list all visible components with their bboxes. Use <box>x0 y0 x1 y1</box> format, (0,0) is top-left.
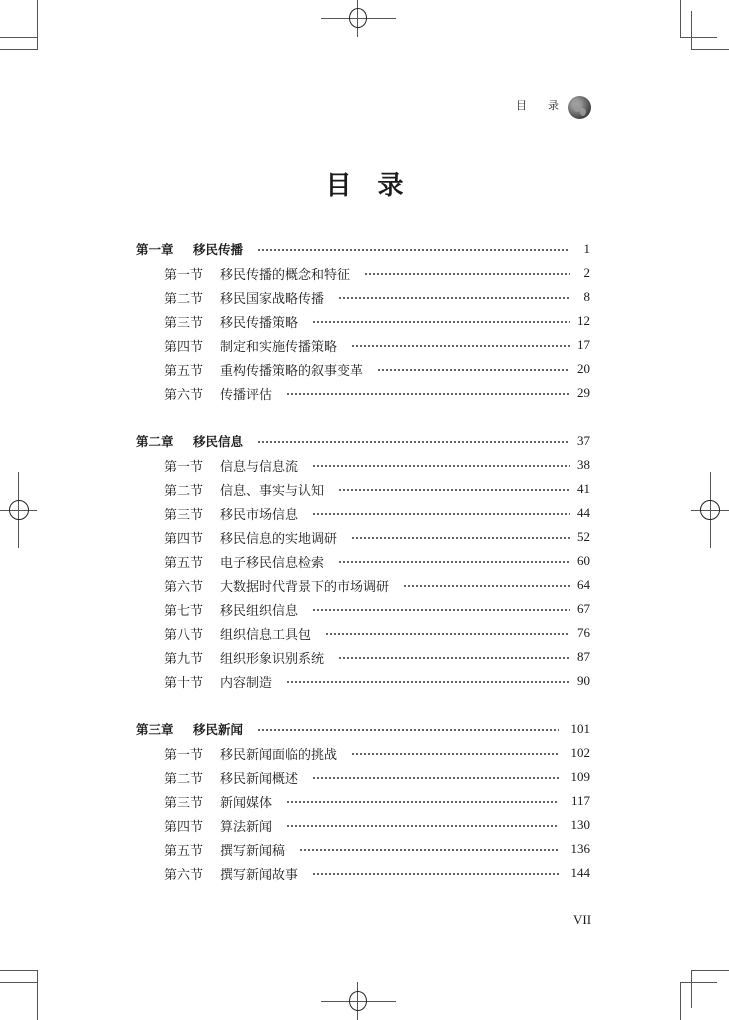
section-title: 重构传播策略的叙事变革 <box>220 363 364 379</box>
page-number: 20 <box>577 361 590 376</box>
toc-section[interactable] <box>164 334 590 356</box>
section-number: 第一节 <box>164 459 204 475</box>
page-number: 144 <box>570 865 590 880</box>
chapter-number: 第三章 <box>136 722 174 737</box>
toc-section[interactable] <box>164 646 590 668</box>
page-number: 29 <box>577 385 590 400</box>
leader-dots <box>377 369 570 371</box>
section-number: 第三节 <box>164 315 204 331</box>
leader-dots <box>338 561 570 563</box>
toc-section[interactable] <box>164 502 590 524</box>
section-title: 撰写新闻稿 <box>220 843 286 859</box>
leader-dots <box>286 825 558 827</box>
toc-section[interactable] <box>164 574 590 596</box>
page-number: 90 <box>577 673 590 688</box>
chapter-title: 移民信息 <box>193 434 244 449</box>
toc-section[interactable] <box>164 766 590 788</box>
toc-section[interactable] <box>164 790 590 812</box>
toc-section[interactable] <box>164 382 590 404</box>
leader-dots <box>299 849 558 851</box>
chapter-number: 第一章 <box>136 242 174 257</box>
toc-chapter-1[interactable] <box>136 238 590 260</box>
leader-dots <box>312 777 558 779</box>
running-head-char-1: 目 <box>516 99 527 112</box>
toc-section[interactable] <box>164 838 590 860</box>
section-number: 第五节 <box>164 363 204 379</box>
section-number: 第三节 <box>164 795 204 811</box>
section-title: 传播评估 <box>220 387 273 403</box>
section-number: 第五节 <box>164 555 204 571</box>
section-number: 第一节 <box>164 267 204 283</box>
toc-section[interactable] <box>164 742 590 764</box>
leader-dots <box>312 513 570 515</box>
section-number: 第二节 <box>164 771 204 787</box>
section-title: 移民信息的实地调研 <box>220 531 338 547</box>
section-title: 移民组织信息 <box>220 603 299 619</box>
section-title: 信息与信息流 <box>220 459 299 475</box>
toc-section[interactable] <box>164 358 590 380</box>
leader-dots <box>351 753 558 755</box>
toc-chapter-2[interactable] <box>136 430 590 452</box>
running-head-char-2: 录 <box>548 99 559 112</box>
leader-dots <box>364 273 570 275</box>
toc-section[interactable] <box>164 670 590 692</box>
toc-section[interactable] <box>164 454 590 476</box>
section-title: 制定和实施传播策略 <box>220 339 338 355</box>
page-number: 52 <box>577 529 590 544</box>
page-number: 41 <box>577 481 590 496</box>
section-number: 第二节 <box>164 291 204 307</box>
page-folio: VII <box>573 912 592 927</box>
page-number: 87 <box>577 649 590 664</box>
running-head <box>516 97 559 113</box>
toc-section[interactable] <box>164 814 590 836</box>
leader-dots <box>312 873 558 875</box>
section-title: 移民国家战略传播 <box>220 291 325 307</box>
section-number: 第十节 <box>164 675 204 691</box>
leader-dots <box>312 609 570 611</box>
section-number: 第三节 <box>164 507 204 523</box>
page-number: 12 <box>577 313 590 328</box>
section-title: 算法新闻 <box>220 819 273 835</box>
section-number: 第六节 <box>164 579 204 595</box>
toc-section[interactable] <box>164 478 590 500</box>
page-number: 76 <box>577 625 590 640</box>
page-number: 101 <box>570 721 590 736</box>
section-title: 组织形象识别系统 <box>220 651 325 667</box>
leader-dots <box>325 633 570 635</box>
page-number: 136 <box>570 841 590 856</box>
leader-dots <box>312 321 570 323</box>
page-number: 64 <box>577 577 590 592</box>
leader-dots <box>286 393 570 395</box>
toc-section[interactable] <box>164 262 590 284</box>
chapter-title: 移民传播 <box>193 242 244 257</box>
section-number: 第六节 <box>164 387 204 403</box>
section-number: 第一节 <box>164 747 204 763</box>
section-title: 移民新闻面临的挑战 <box>220 747 338 763</box>
toc-section[interactable] <box>164 310 590 332</box>
section-title: 移民市场信息 <box>220 507 299 523</box>
leader-dots <box>286 801 559 803</box>
page-number: 102 <box>570 745 590 760</box>
section-title: 移民传播策略 <box>220 315 299 331</box>
globe-icon <box>568 96 591 119</box>
section-title: 大数据时代背景下的市场调研 <box>220 579 390 595</box>
chapter-number: 第二章 <box>136 434 174 449</box>
page-number: 67 <box>577 601 590 616</box>
toc-section[interactable] <box>164 622 590 644</box>
leader-dots <box>338 657 570 659</box>
section-number: 第四节 <box>164 819 204 835</box>
section-title: 组织信息工具包 <box>220 627 312 643</box>
section-title: 内容制造 <box>220 675 273 691</box>
leader-dots <box>338 297 570 299</box>
section-number: 第九节 <box>164 651 204 667</box>
page-number: 38 <box>577 457 590 472</box>
leader-dots <box>351 345 570 347</box>
toc-section[interactable] <box>164 550 590 572</box>
section-number: 第二节 <box>164 483 204 499</box>
section-number: 第八节 <box>164 627 204 643</box>
page-number: 130 <box>570 817 590 832</box>
page-number: 2 <box>583 265 590 280</box>
leader-dots <box>351 537 570 539</box>
leader-dots <box>257 441 570 443</box>
section-number: 第四节 <box>164 339 204 355</box>
page-number: 44 <box>577 505 590 520</box>
section-title: 信息、事实与认知 <box>220 483 325 499</box>
toc-section[interactable] <box>164 598 590 620</box>
page-number: 17 <box>577 337 590 352</box>
page-number: 8 <box>583 289 590 304</box>
leader-dots <box>257 729 558 731</box>
leader-dots <box>257 249 570 251</box>
section-title: 移民传播的概念和特征 <box>220 267 351 283</box>
page-number: 60 <box>577 553 590 568</box>
section-number: 第七节 <box>164 603 204 619</box>
leader-dots <box>403 585 570 587</box>
section-title: 电子移民信息检索 <box>220 555 325 571</box>
page-number: 1 <box>583 241 590 256</box>
section-number: 第六节 <box>164 867 204 883</box>
section-title: 移民新闻概述 <box>220 771 299 787</box>
chapter-title: 移民新闻 <box>193 722 244 737</box>
page-number: 37 <box>577 433 590 448</box>
page-title: 目录 <box>325 171 430 201</box>
toc-section[interactable] <box>164 526 590 548</box>
leader-dots <box>338 489 570 491</box>
page-number: 109 <box>570 769 590 784</box>
toc-section[interactable] <box>164 862 590 884</box>
leader-dots <box>286 681 570 683</box>
section-number: 第五节 <box>164 843 204 859</box>
section-number: 第四节 <box>164 531 204 547</box>
toc-section[interactable] <box>164 286 590 308</box>
section-title: 撰写新闻故事 <box>220 867 299 883</box>
page-number: 117 <box>570 793 590 808</box>
section-title: 新闻媒体 <box>220 795 273 811</box>
leader-dots <box>312 465 570 467</box>
toc-chapter-3[interactable] <box>136 718 590 740</box>
